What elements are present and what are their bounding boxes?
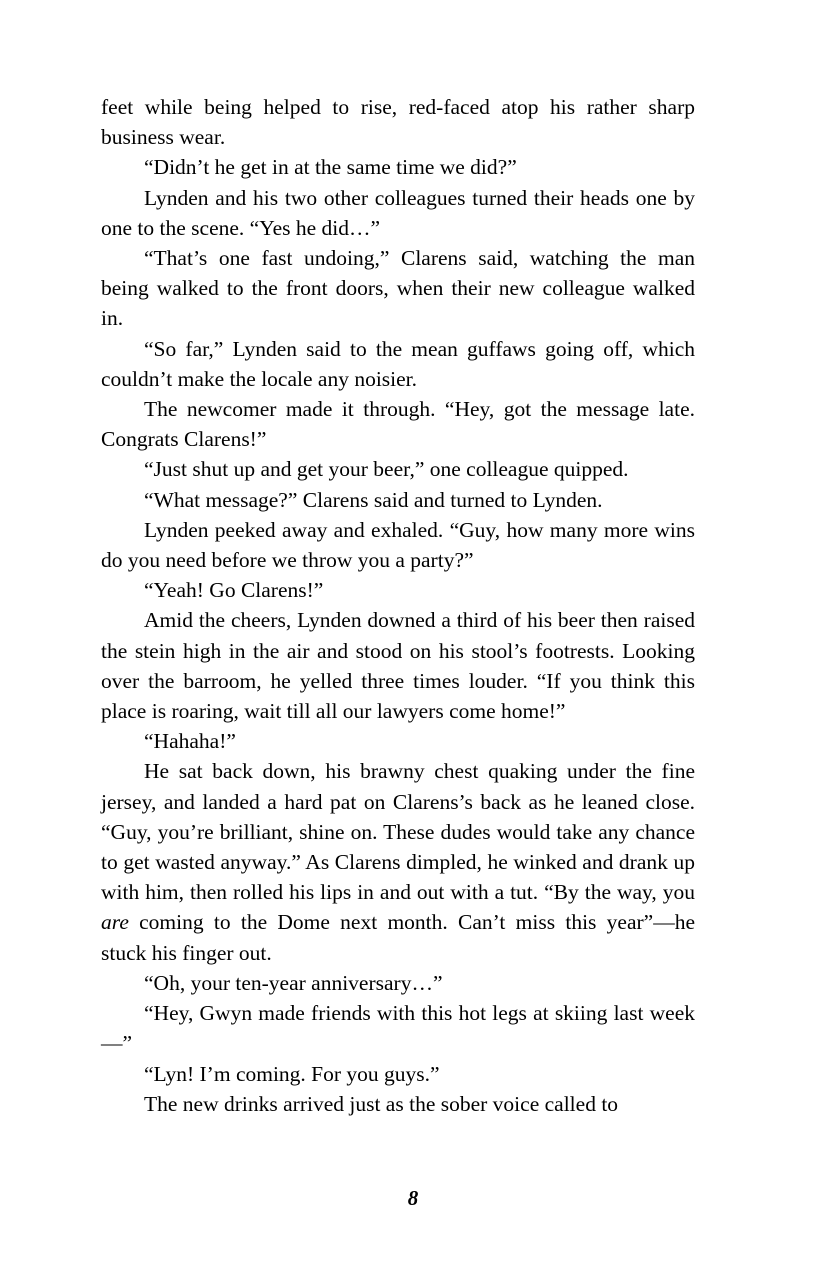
paragraph: “Hahaha!”: [144, 729, 236, 754]
paragraph: The new drinks arrived just as the sober voice called to: [144, 1091, 619, 1116]
paragraph: The newcomer made it through. “Hey, got the message late. Congrats Clarens!”: [101, 397, 695, 452]
paragraph: “Just shut up and get your beer,” one colleague quipped.: [144, 457, 629, 482]
paragraph: “What message?” Clarens said and turned to Lynden.: [144, 487, 603, 512]
paragraph-text-after-italic: coming to the Dome next month. Can’t miss this year”—he stuck his finger out.: [101, 910, 695, 965]
paragraph: Lynden peeked away and exhaled. “Guy, how many more wins do you need before we throw you a party?”: [101, 517, 695, 573]
paragraph: Lynden and his two other colleagues turned their heads one by one to the scene. “Yes he did…”: [101, 185, 695, 240]
paragraph: “Oh, your ten-year anniversary…”: [144, 970, 443, 995]
paragraph: “Didn’t he get in at the same time we did?”: [144, 155, 517, 180]
paragraph: “Lyn! I’m coming. For you guys.”: [144, 1061, 440, 1086]
paragraph: “So far,” Lynden said to the mean guffaws going off, which couldn’t make the locale any noisier.: [101, 336, 695, 391]
paragraph-text-before-italic: He sat back down, his brawny chest quaking under the fine jersey, and landed a hard pat on Clarens’s back as he leaned close. “Guy, you’re brilliant, shine on. These dudes would take any chance to get wasted anyway.” As Clarens dimpled, he winked and drank up with him, then rolled his lips in and out with a tut. “By the way, you: [101, 759, 695, 905]
paragraph: “Hey, Gwyn made friends with this hot legs at skiing last week—”: [101, 1001, 695, 1056]
body-text: [101, 92, 695, 1119]
paragraph: “That’s one fast undoing,” Clarens said, watching the man being walked to the front doors, when their new colleague walked in.: [101, 246, 695, 331]
paragraph: Amid the cheers, Lynden downed a third of his beer then raised the stein high in the air and stood on his stool’s footrests. Looking over the barroom, he yelled three times louder. “If you think this place is roaring, wait till all our lawyers come home!”: [101, 608, 695, 724]
paragraph-with-italic: [101, 756, 695, 967]
paragraph: feet while being helped to rise, red-faced atop his rather sharp business wear.: [101, 95, 695, 150]
page-number: 8: [407, 1186, 419, 1210]
italic-emphasis: are: [101, 910, 129, 935]
paragraph: “Yeah! Go Clarens!”: [144, 578, 324, 603]
